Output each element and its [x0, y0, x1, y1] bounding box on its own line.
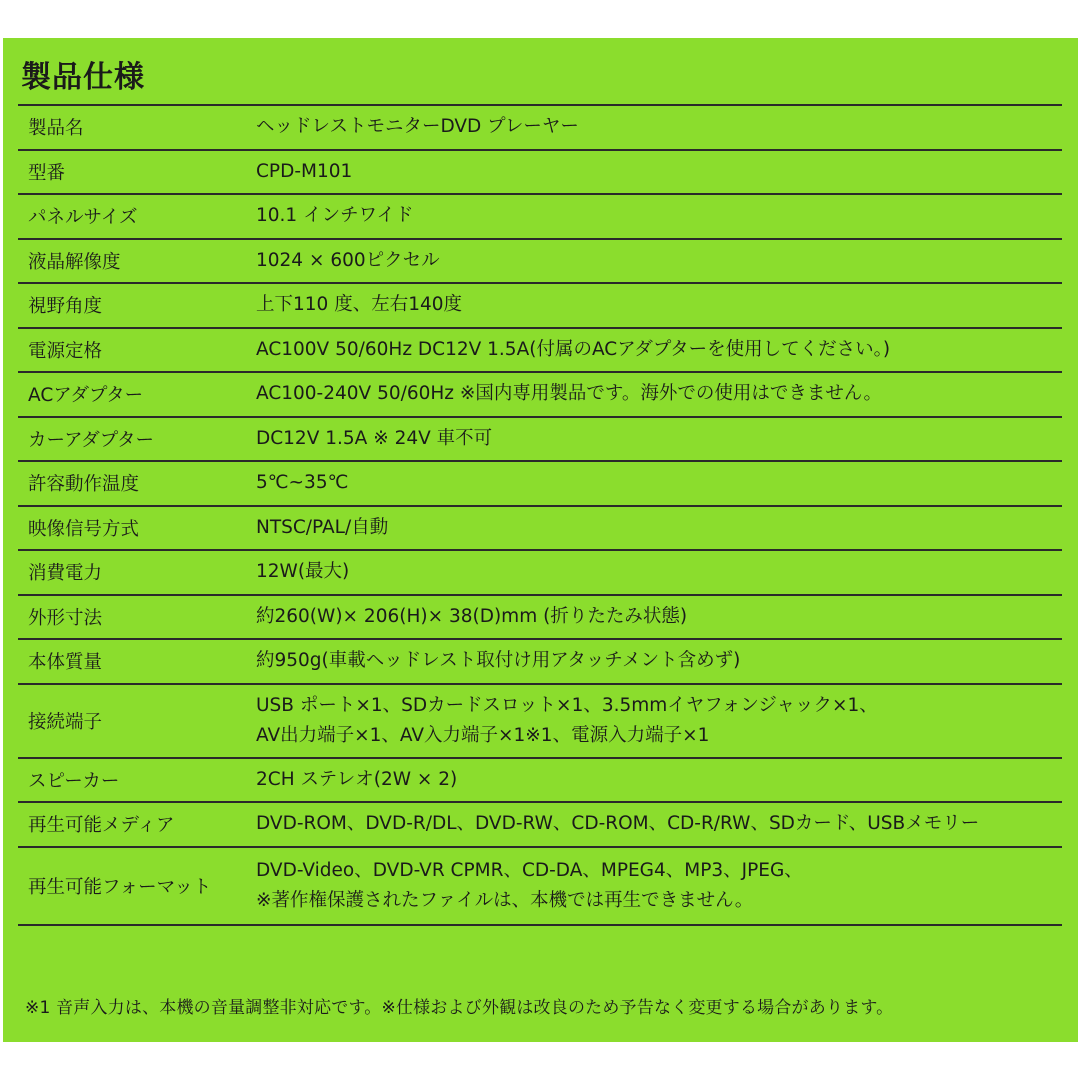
section-title: 製品仕様 [21, 60, 145, 95]
row-label: 液晶解像度 [28, 251, 121, 273]
row-value-line: USB ポート×1、SDカードスロット×1、3.5mmイヤフォンジャック×1、 [256, 694, 878, 716]
row-label: ACアダプター [28, 385, 144, 407]
row-label: 型番 [28, 162, 66, 184]
row-value: 1024 × 600ピクセル [256, 249, 440, 271]
table-row [18, 195, 1062, 240]
row-label: 映像信号方式 [28, 518, 140, 540]
table-row [18, 462, 1062, 507]
row-label: 電源定格 [28, 340, 103, 362]
row-label: 視野角度 [28, 296, 103, 318]
row-value: 上下110 度、左右140度 [256, 294, 463, 316]
row-label: 再生可能メディア [28, 815, 175, 837]
table-row [18, 640, 1062, 685]
table-row [18, 284, 1062, 329]
row-label: パネルサイズ [28, 207, 138, 229]
table-row [18, 418, 1062, 463]
table-row [18, 803, 1062, 848]
row-value-line: DVD-Video、DVD-VR CPMR、CD-DA、MPEG4、MP3、JPEG、 [256, 859, 803, 881]
table-row [18, 848, 1062, 926]
row-label: 再生可能フォーマット [28, 876, 212, 898]
table-row [18, 329, 1062, 374]
row-value: NTSC/PAL/自動 [256, 516, 389, 538]
table-row [18, 551, 1062, 596]
row-value: DVD-ROM、DVD-R/DL、DVD-RW、CD-ROM、CD-R/RW、SDカード、USBメモリー [256, 813, 980, 835]
row-label: 消費電力 [28, 563, 103, 585]
spec-table [18, 104, 1062, 926]
table-row [18, 507, 1062, 552]
spec-panel [3, 38, 1078, 1042]
row-value-line: ※著作権保護されたファイルは、本機では再生できません。 [256, 889, 754, 911]
table-row [18, 685, 1062, 759]
row-label: スピーカー [28, 770, 120, 792]
row-value: AC100V 50/60Hz DC12V 1.5A(付属のACアダプターを使用してください。) [256, 338, 891, 360]
table-row [18, 373, 1062, 418]
table-row [18, 106, 1062, 151]
table-row [18, 151, 1062, 196]
row-value: 約260(W)× 206(H)× 38(D)mm (折りたたみ状態) [256, 605, 688, 627]
row-label: 接続端子 [28, 711, 103, 733]
row-label: 本体質量 [28, 652, 103, 674]
footnote: ※1 音声入力は、本機の音量調整非対応です。※仕様および外観は改良のため予告なく変更する場合があります。 [25, 998, 894, 1018]
table-row [18, 596, 1062, 641]
row-label: 外形寸法 [28, 607, 103, 629]
table-row [18, 240, 1062, 285]
row-value: 2CH ステレオ(2W × 2) [256, 768, 458, 790]
table-row [18, 759, 1062, 804]
row-value [256, 691, 1062, 750]
row-value: DC12V 1.5A ※ 24V 車不可 [256, 427, 493, 449]
row-label: 許容動作温度 [28, 474, 140, 496]
row-label: 製品名 [28, 118, 84, 140]
row-label: カーアダプター [28, 429, 154, 451]
row-value: AC100-240V 50/60Hz ※国内専用製品です。海外での使用はできません。 [256, 383, 883, 405]
row-value-line: AV出力端子×1、AV入力端子×1※1、電源入力端子×1 [256, 724, 710, 746]
row-value [256, 856, 1062, 915]
row-value: 12W(最大) [256, 561, 350, 583]
row-value: ヘッドレストモニターDVD プレーヤー [256, 116, 579, 138]
row-value: 5℃~35℃ [256, 472, 349, 494]
row-value: 約950g(車載ヘッドレスト取付け用アタッチメント含めず) [256, 650, 741, 672]
row-value: 10.1 インチワイド [256, 205, 414, 227]
row-value: CPD-M101 [256, 160, 353, 182]
